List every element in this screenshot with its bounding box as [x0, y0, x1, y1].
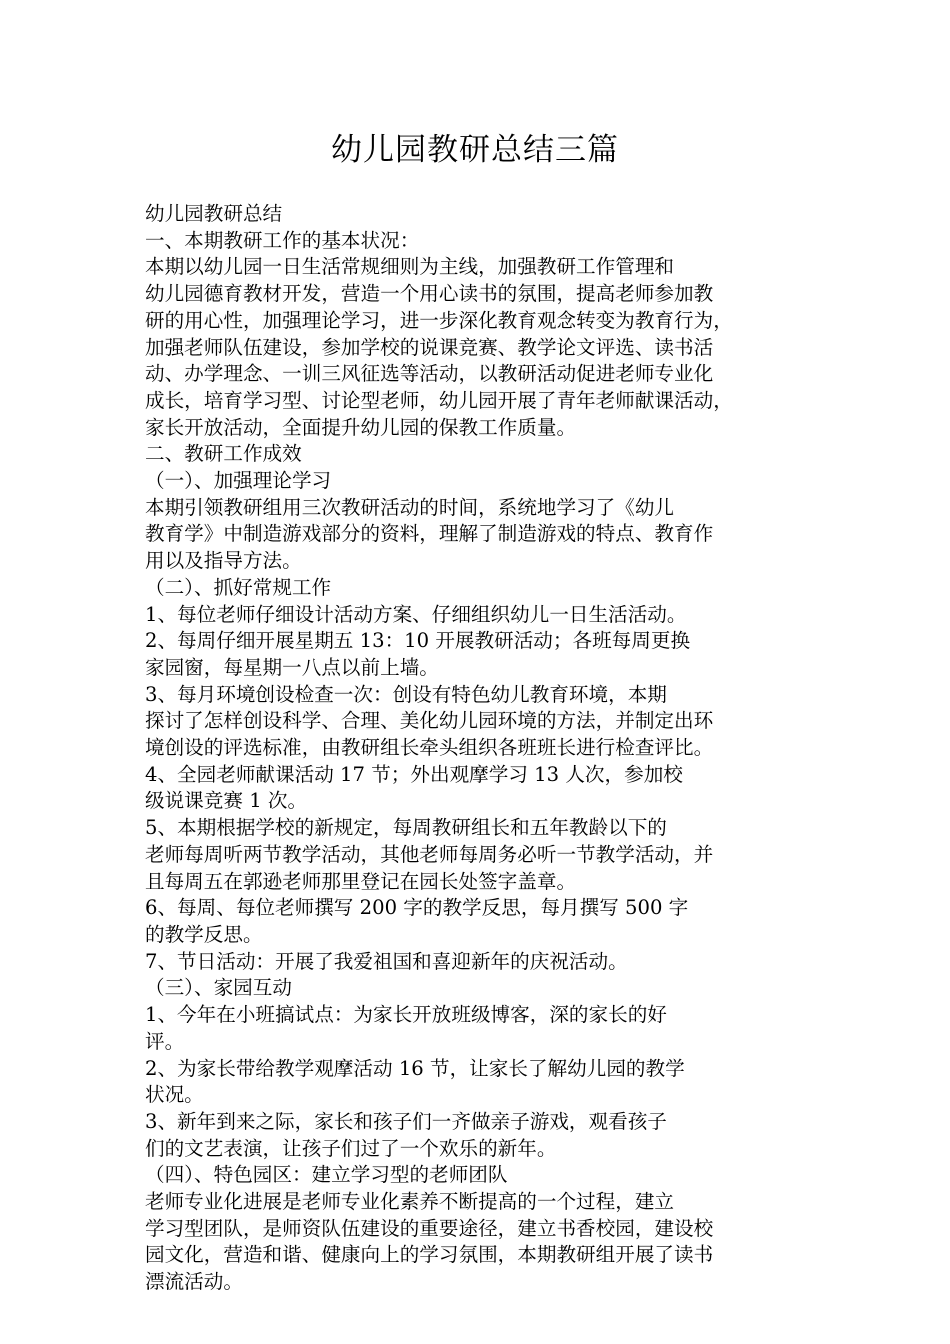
section-heading: 二、教研工作成效 [145, 442, 302, 466]
list-item-line: 7、节日活动：开展了我爱祖国和喜迎新年的庆祝活动。 [145, 949, 628, 973]
list-item-line: 1、今年在小班搞试点：为家长开放班级博客，深的家长的好 [145, 1003, 667, 1027]
list-item-line: 2、为家长带给教学观摩活动 16 节，让家长了解幼儿园的教学 [145, 1056, 685, 1080]
paragraph-line: 教育学》中制造游戏部分的资料，理解了制造游戏的特点、教育作 [145, 522, 714, 546]
list-item-line: 探讨了怎样创设科学、合理、美化幼儿园环境的方法，并制定出环 [145, 709, 714, 733]
paragraph-line: 本期以幼儿园一日生活常规细则为主线，加强教研工作管理和 [145, 255, 675, 279]
paragraph-line: 园文化，营造和谐、健康向上的学习氛围，本期教研组开展了读书 [145, 1243, 714, 1267]
list-item-line: 家园窗，每星期一八点以前上墙。 [145, 655, 439, 679]
section-heading: 幼儿园教研总结 [145, 202, 283, 225]
document-body [145, 201, 813, 1296]
paragraph-line: 老师专业化进展是老师专业化素养不断提高的一个过程，建立 [145, 1190, 675, 1214]
paragraph-line: 家长开放活动，全面提升幼儿园的保教工作质量。 [145, 415, 577, 439]
list-item-line: 境创设的评选标准，由教研组长牵头组织各班班长进行检查评比。 [145, 736, 714, 760]
list-item-line: 2、每周仔细开展星期五 13：10 开展教研活动；各班每周更换 [145, 629, 691, 653]
subsection-heading: （二）、抓好常规工作 [145, 575, 332, 599]
subsection-heading: （三）、家园互动 [145, 976, 292, 1000]
list-item-line: 评。 [145, 1029, 185, 1053]
list-item-line: 状况。 [145, 1083, 204, 1107]
document-title: 幼儿园教研总结三篇 [331, 132, 619, 168]
list-item-line: 1、每位老师仔细设计活动方案、仔细组织幼儿一日生活活动。 [145, 602, 687, 626]
paragraph-line: 幼儿园德育教材开发，营造一个用心读书的氛围，提高老师参加教 [145, 282, 714, 306]
section-heading: 一、本期教研工作的基本状况： [145, 228, 420, 252]
list-item-line: 3、每月环境创设检查一次：创设有特色幼儿教育环境，本期 [145, 682, 667, 706]
list-item-line: 的教学反思。 [145, 922, 263, 946]
paragraph-line: 学习型团队，是师资队伍建设的重要途径，建立书香校园，建设校 [145, 1216, 714, 1240]
paragraph-line: 漂流活动。 [145, 1270, 243, 1294]
list-item-line: 级说课竞赛 1 次。 [145, 789, 308, 813]
subsection-heading: （四）、特色园区：建立学习型的老师团队 [145, 1163, 508, 1187]
paragraph-line: 本期引领教研组用三次教研活动的时间，系统地学习了《幼儿 [145, 495, 675, 519]
paragraph-line: 研的用心性，加强理论学习，进一步深化教育观念转变为教育行为， [145, 308, 733, 332]
paragraph-line: 成长，培育学习型、讨论型老师，幼儿园开展了青年老师献课活动， [145, 388, 733, 412]
list-item-line: 4、全园老师献课活动 17 节；外出观摩学习 13 人次，参加校 [145, 762, 683, 786]
list-item-line: 们的文艺表演，让孩子们过了一个欢乐的新年。 [145, 1136, 557, 1160]
list-item-line: 6、每周、每位老师撰写 200 字的教学反思，每月撰写 500 字 [145, 896, 689, 920]
list-item-line: 老师每周听两节教学活动，其他老师每周务必听一节教学活动，并 [145, 842, 714, 866]
paragraph-line: 动、办学理念、一训三风征选等活动，以教研活动促进老师专业化 [145, 362, 714, 386]
paragraph-line: 用以及指导方法。 [145, 549, 302, 573]
subsection-heading: （一）、加强理论学习 [145, 469, 332, 493]
list-item-line: 5、本期根据学校的新规定，每周教研组长和五年教龄以下的 [145, 816, 667, 840]
list-item-line: 3、新年到来之际，家长和孩子们一齐做亲子游戏，观看孩子 [145, 1109, 667, 1133]
list-item-line: 且每周五在郭逊老师那里登记在园长处签字盖章。 [145, 869, 577, 893]
paragraph-line: 加强老师队伍建设，参加学校的说课竞赛、教学论文评选、读书活 [145, 335, 714, 359]
